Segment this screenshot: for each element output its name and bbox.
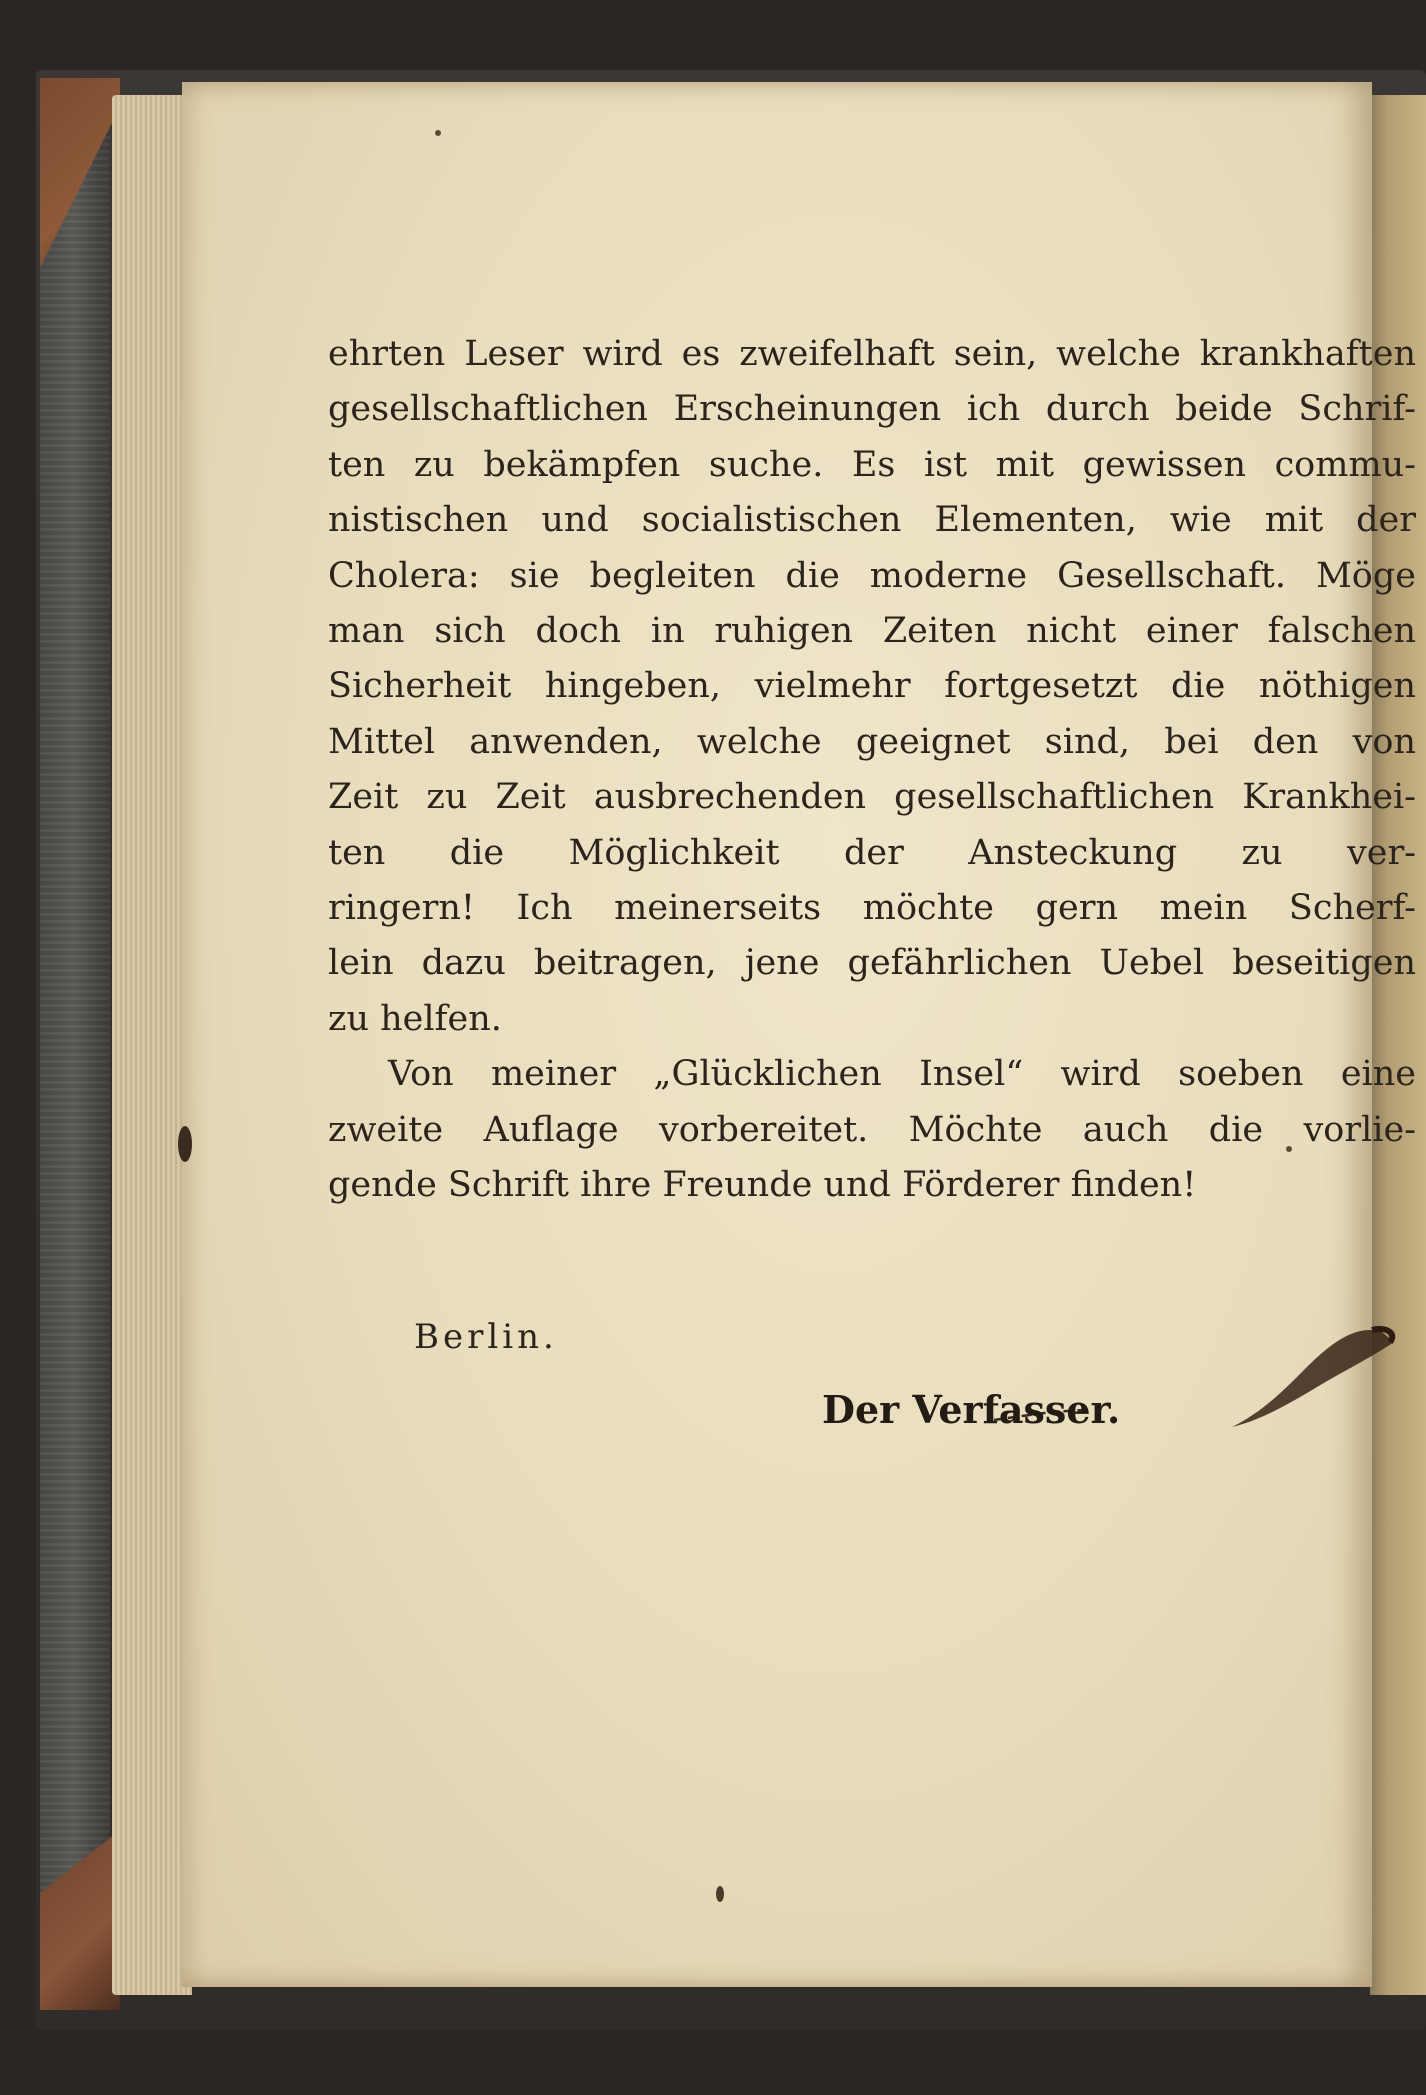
text-line: zweite Auflage vorbereitet. Möchte auch die vorlie- [328, 1109, 1416, 1150]
place-line: Berlin. [414, 1317, 558, 1357]
text-line: Mittel anwenden, welche geeignet sind, bei den von [328, 721, 1416, 762]
text-line: zu helfen. [328, 998, 502, 1039]
text-line: Cholera: sie begleiten die moderne Gesellschaft. Möge [328, 555, 1416, 596]
text-line: ehrten Leser wird es zweifelhaft sein, welche krankhaften [328, 334, 1416, 374]
paper-speck [432, 127, 444, 139]
text-line: man sich doch in ruhigen Zeiten nicht einer falschen [328, 611, 1416, 652]
book-page [182, 82, 1416, 1987]
text-line: lein dazu beitragen, jene gefährlichen Uebel beseitigen [328, 943, 1416, 984]
body-text [328, 327, 1416, 1214]
text-line: ringern! Ich meinerseits möchte gern mein Scherf- [328, 888, 1416, 929]
book-cover-edge [40, 80, 110, 2010]
text-line: Sicherheit hingeben, vielmehr fortgesetzt die nöthigen [328, 666, 1416, 707]
text-line: ten zu bekämpfen suche. Es ist mit gewissen commu- [328, 444, 1416, 485]
page-stack-edge [112, 95, 192, 1995]
text-line: ten die Möglichkeit der Ansteckung zu ver- [328, 832, 1416, 873]
text-line: gende Schrift ihre Freunde und Förderer finden! [328, 1165, 1197, 1206]
text-line: nistischen und socialistischen Elementen, wie mit der [328, 500, 1416, 541]
text-line: Zeit zu Zeit ausbrechenden gesellschaftlichen Krankhei- [328, 777, 1416, 818]
paper-speck [712, 1882, 728, 1906]
paper-speck [174, 1122, 196, 1166]
ink-smudge [1222, 1312, 1402, 1442]
text-line: gesellschaftlichen Erscheinungen ich durch beide Schrif- [328, 389, 1416, 430]
author-signature: Der Verfasser. [822, 1387, 1121, 1432]
text-line: Von meiner „Glücklichen Insel“ wird soeben eine [388, 1054, 1416, 1095]
